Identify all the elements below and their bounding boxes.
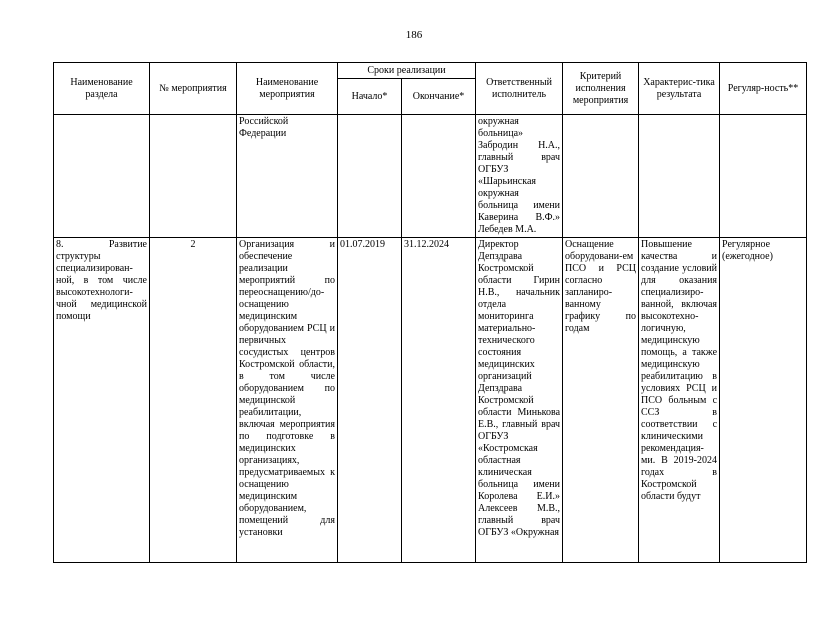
header-period: Сроки реализации: [338, 63, 476, 79]
cell-activity: Российской Федерации: [237, 115, 338, 238]
cell-result: [639, 115, 720, 238]
page-number: 186: [405, 29, 423, 41]
header-criterion: Критерий исполнения мероприятия: [563, 63, 639, 115]
cell-section: 8. Развитие структуры специализирован-ной, в том числе высокотехнологи-чной медицинской помощи: [54, 238, 150, 563]
cell-end: [402, 115, 476, 238]
header-result: Характерис-тика результата: [639, 63, 720, 115]
header-end: Окончание*: [402, 79, 476, 115]
table-header: [54, 63, 807, 115]
cell-number: [150, 115, 237, 238]
cell-result: Повышение качества и создание условий для оказания специализиро-ванной, включая высокотехно-логичную, медицинскую помощь, а также медицинскую реабилитацию в условиях РСЦ и ПСО больным с ССЗ в соответствии с клиническими рекомендация-ми. В 2019-2024 годах в Костромской области будут: [639, 238, 720, 563]
cell-start: [338, 115, 402, 238]
header-responsible: Ответственный исполнитель: [476, 63, 563, 115]
cell-responsible: Директор Депздрава Костромской области Гирин Н.В., начальник отдела мониторинга материально-технического состояния медицинских организаций Депздрава Костромской области Минькова Е.В., главный врач ОГБУЗ «Костромская областная клиническая больница имени Королева Е.И.» Алексеев М.В., главный врач ОГБУЗ «Окружная: [476, 238, 563, 563]
header-section: Наименование раздела: [54, 63, 150, 115]
cell-section: [54, 115, 150, 238]
cell-activity: Организация и обеспечение реализации мероприятий по переоснащению/до-оснащению медицинским оборудованием РСЦ и первичных сосудистых центров Костромской области, в том числе оборудованием по медицинской реабилитации, включая мероприятия по подготовке в медицинских организациях, предусматриваемых к оснащению медицинским оборудованием, помещений для установки: [237, 238, 338, 563]
table-row: [54, 238, 807, 563]
header-start: Начало*: [338, 79, 402, 115]
activities-table: [53, 62, 807, 563]
cell-regularity: Регулярное (ежегодное): [720, 238, 807, 563]
header-number: № мероприятия: [150, 63, 237, 115]
cell-responsible: окружная больница» Забродин Н.А., главный врач ОГБУЗ «Шарьинская окружная больница имени Каверина В.Ф.» Лебедев М.А.: [476, 115, 563, 238]
cell-criterion: [563, 115, 639, 238]
cell-start: 01.07.2019: [338, 238, 402, 563]
cell-criterion: Оснащение оборудовани-ем ПСО и РСЦ согласно запланиро-ванному графику по годам: [563, 238, 639, 563]
cell-end: 31.12.2024: [402, 238, 476, 563]
cell-number: 2: [150, 238, 237, 563]
header-regularity: Регуляр-ность**: [720, 63, 807, 115]
header-activity: Наименование мероприятия: [237, 63, 338, 115]
table-row: [54, 115, 807, 238]
cell-regularity: [720, 115, 807, 238]
